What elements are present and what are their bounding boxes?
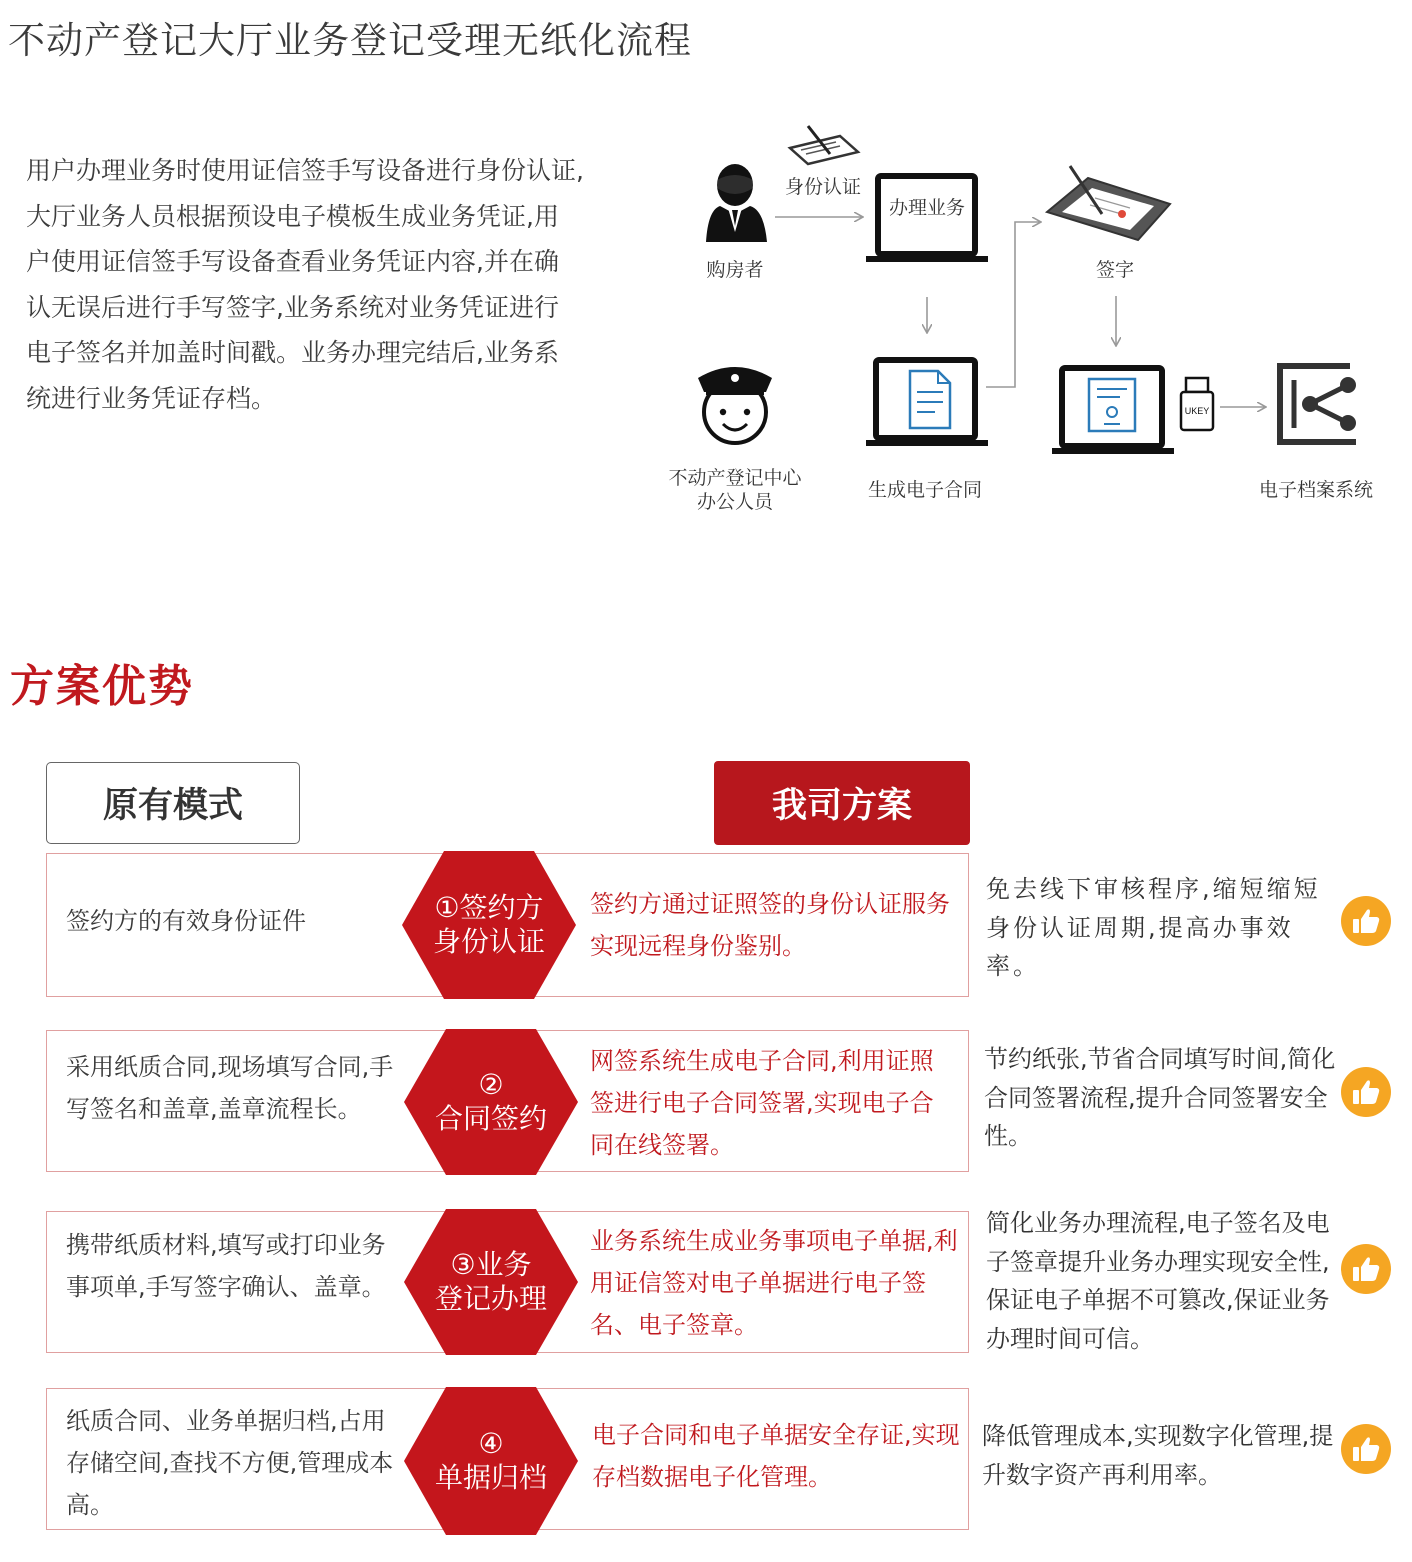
intro-line: 户使用证信签手写设备查看业务凭证内容,并在确 [26,247,559,276]
archive-system-label: 电子档案系统 [1258,479,1373,501]
benefit-text: 降低管理成本,实现数字化管理,提升数字资产再利用率。 [982,1422,1334,1489]
intro-line: 电子签名并加盖时间戳。业务办理完结后,业务系 [26,338,559,367]
thumbs-up-icon [1341,1067,1391,1117]
new-method-text: 签约方通过证照签的身份认证服务实现远程身份鉴别。 [590,890,950,960]
our-solution-header: 我司方案 [714,761,970,845]
document-icon [910,371,950,428]
flow-diagram [640,110,1400,530]
intro-paragraph [26,148,626,421]
old-method-text: 纸质合同、业务单据归档,占用存储空间,查找不方便,管理成本高。 [66,1407,394,1519]
step-hexagon [404,1209,578,1355]
benefit-text: 简化业务办理流程,电子签名及电子签章提升业务办理实现安全性,保证电子单据不可篡改,保证业务办理时间可信。 [986,1209,1330,1353]
signature-label: 签字 [1095,259,1134,281]
section-title: 方案优势 [10,661,194,712]
share-archive-icon [1280,366,1356,442]
step-hexagon [404,1029,578,1175]
police-officer-icon [698,367,772,443]
intro-line: 统进行业务凭证存档。 [26,383,277,413]
identity-auth-label: 身份认证 [784,176,861,198]
original-mode-header: 原有模式 [46,762,300,844]
buyer-label: 购房者 [706,259,764,281]
step-hexagon [402,851,576,999]
old-method-text: 携带纸质材料,填写或打印业务事项单,手写签字确认、盖章。 [66,1231,386,1301]
handle-business-label: 办理业务 [888,197,965,219]
step-label: ①签约方 身份认证 [432,891,545,958]
page-title: 不动产登记大厅业务登记受理无纸化流程 [8,19,692,62]
step-hexagon [404,1387,578,1535]
certificate-icon [1089,379,1135,431]
benefit-text: 节约纸张,节省合同填写时间,简化合同签署流程,提升合同签署安全性。 [984,1045,1336,1150]
thumbs-up-icon [1341,1244,1391,1294]
thumbs-up-icon [1341,1424,1391,1474]
ukey-icon [1181,378,1213,430]
pen-tablet-icon [790,126,858,164]
benefit-text: 免去线下审核程序,缩短缩短身份认证周期,提高办事效率。 [986,875,1321,980]
old-method-text: 签约方的有效身份证件 [66,907,306,935]
old-method-text: 采用纸质合同,现场填写合同,手写签名和盖章,盖章流程长。 [66,1053,394,1123]
intro-line: 认无误后进行手写签字,业务系统对业务凭证进行 [26,292,559,322]
signing-pad-icon [1047,166,1170,240]
user-icon [706,164,767,242]
new-method-text: 业务系统生成业务事项电子单据,利用证信签对电子单据进行电子签名、电子签章。 [590,1227,958,1339]
ukey-label: UKEY [1184,406,1210,416]
new-method-text: 网签系统生成电子合同,利用证照签进行电子合同签署,实现电子合同在线签署。 [590,1047,934,1159]
thumbs-up-icon [1341,896,1391,946]
intro-line: 大厅业务人员根据预设电子模板生成业务凭证,用 [26,201,559,231]
step-label: ④ 单据归档 [434,1427,547,1494]
contract-label: 生成电子合同 [867,479,982,501]
staff-label: 不动产登记中心 办公人员 [668,467,802,513]
step-label: ② 合同签约 [434,1068,547,1135]
new-method-text: 电子合同和电子单据安全存证,实现存档数据电子化管理。 [592,1421,960,1491]
step-label: ③业务 登记办理 [434,1248,547,1315]
intro-line: 用户办理业务时使用证信签手写设备进行身份认证, [26,156,584,185]
